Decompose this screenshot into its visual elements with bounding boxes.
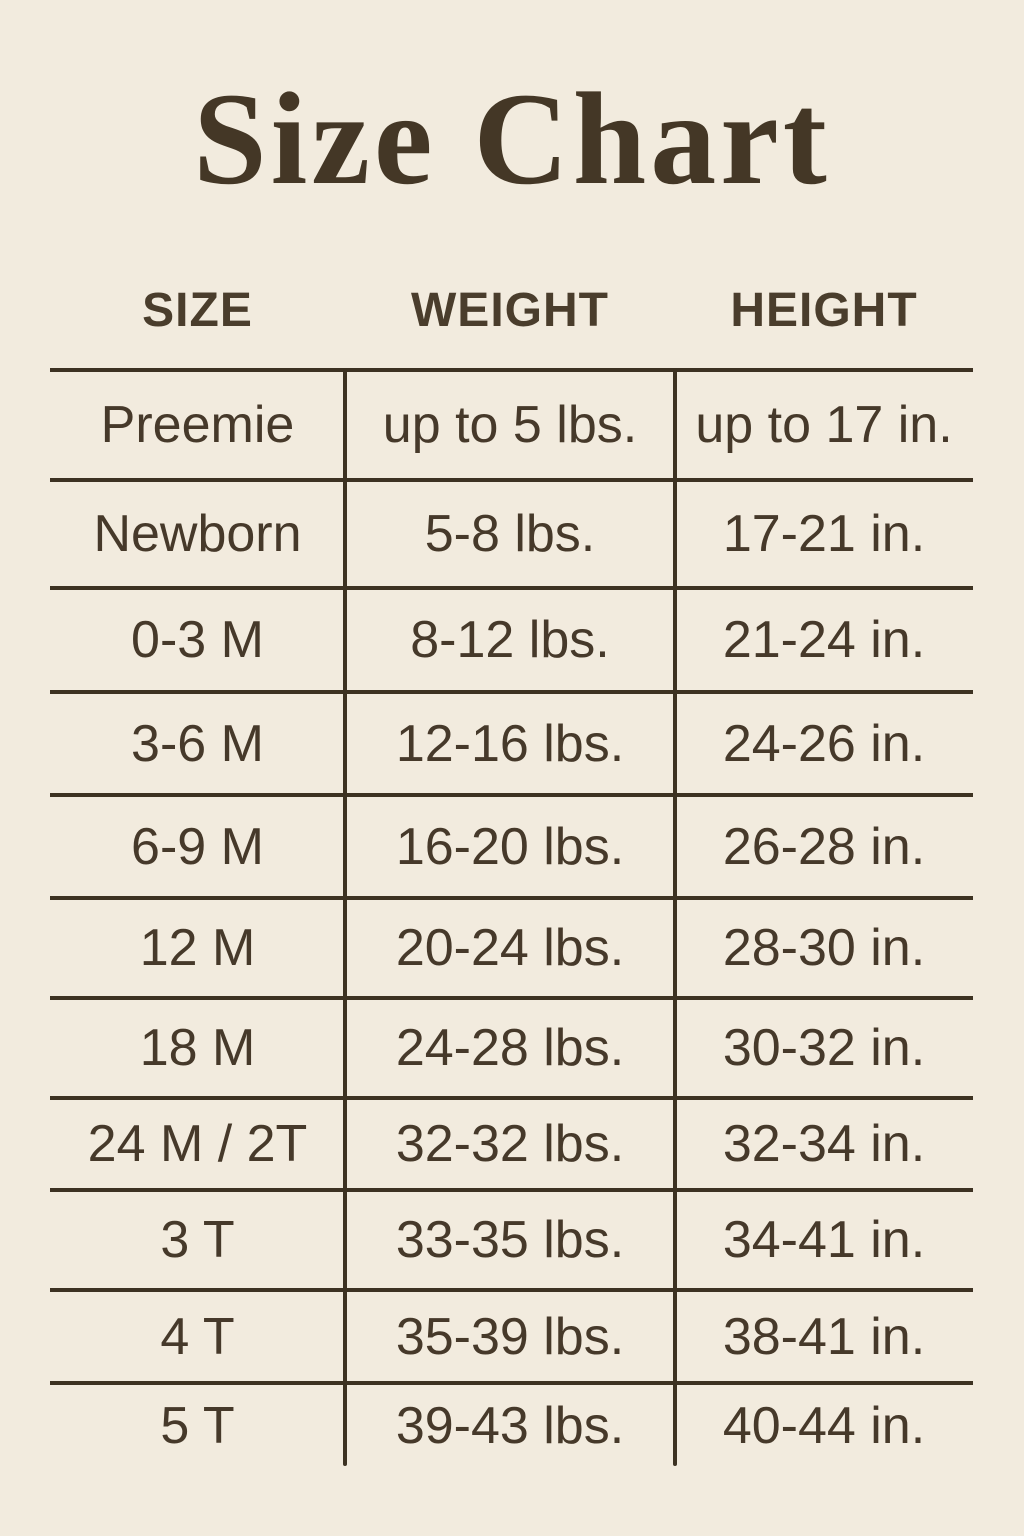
- weight-cell: 33-35 lbs.: [395, 1211, 625, 1269]
- weight-cell: 39-43 lbs.: [395, 1396, 625, 1455]
- table-row: [50, 690, 973, 793]
- size-cell: Newborn: [93, 505, 302, 563]
- height-cell: 38-41 in.: [722, 1307, 926, 1366]
- height-cell: 21-24 in.: [722, 611, 926, 669]
- size-table: [50, 368, 973, 1466]
- page-title: Size Chart: [193, 65, 831, 212]
- table-row: [50, 896, 973, 996]
- weight-cell: 16-20 lbs.: [395, 817, 625, 876]
- column-divider-1: [343, 368, 347, 1466]
- table-row: [50, 1381, 973, 1466]
- height-cell: 30-32 in.: [722, 1019, 926, 1077]
- weight-cell: 24-28 lbs.: [395, 1019, 625, 1077]
- table-row: [50, 793, 973, 896]
- column-header-size: SIZE: [142, 283, 253, 337]
- size-cell: 5 T: [160, 1396, 235, 1455]
- table-row: [50, 1096, 973, 1188]
- size-cell: 24 M / 2T: [87, 1115, 308, 1173]
- table-row: [50, 478, 973, 586]
- weight-cell: 12-16 lbs.: [395, 714, 625, 773]
- size-cell: 4 T: [160, 1307, 235, 1366]
- table-row: [50, 1288, 973, 1381]
- size-cell: 3-6 M: [131, 714, 264, 773]
- height-cell: up to 17 in.: [695, 396, 953, 454]
- height-cell: 40-44 in.: [722, 1396, 926, 1455]
- size-cell: 6-9 M: [131, 817, 264, 876]
- height-cell: 17-21 in.: [722, 505, 926, 563]
- weight-cell: 20-24 lbs.: [395, 919, 625, 977]
- column-divider-2: [673, 368, 677, 1466]
- weight-cell: up to 5 lbs.: [382, 396, 638, 454]
- size-cell: 12 M: [139, 919, 256, 977]
- size-cell: Preemie: [100, 396, 295, 454]
- size-cell: 3 T: [160, 1211, 235, 1269]
- height-cell: 28-30 in.: [722, 919, 926, 977]
- table-row: [50, 368, 973, 478]
- height-cell: 26-28 in.: [722, 817, 926, 876]
- weight-cell: 35-39 lbs.: [395, 1307, 625, 1366]
- table-row: [50, 586, 973, 690]
- weight-cell: 32-32 lbs.: [395, 1115, 625, 1173]
- height-cell: 32-34 in.: [722, 1115, 926, 1173]
- size-cell: 0-3 M: [131, 611, 264, 669]
- table-header-row: [50, 270, 973, 350]
- weight-cell: 8-12 lbs.: [410, 611, 610, 669]
- column-header-height: HEIGHT: [730, 283, 918, 337]
- size-cell: 18 M: [139, 1019, 256, 1077]
- table-row: [50, 996, 973, 1096]
- height-cell: 34-41 in.: [722, 1211, 926, 1269]
- table-row: [50, 1188, 973, 1288]
- column-header-weight: WEIGHT: [411, 283, 609, 337]
- weight-cell: 5-8 lbs.: [424, 505, 596, 563]
- height-cell: 24-26 in.: [722, 714, 926, 773]
